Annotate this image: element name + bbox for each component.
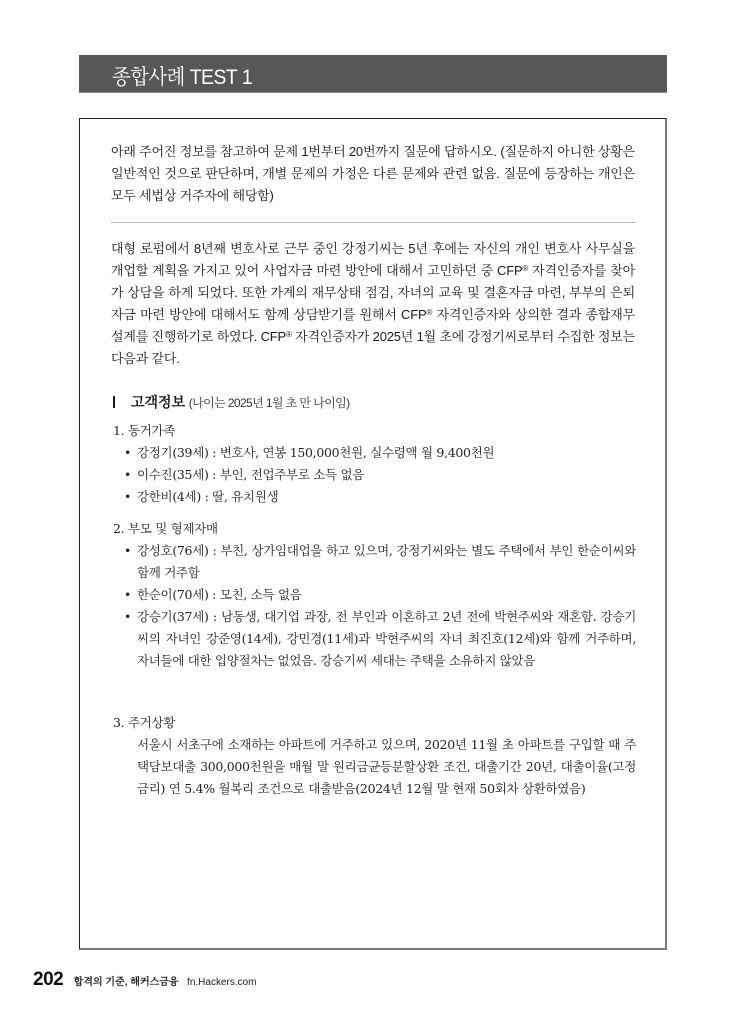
residence-text: 서울시 서초구에 소재하는 아파트에 거주하고 있으며, 2020년 11월 초 아파트를 구입할 때 주택담보대출 300,000천원을 매월 말 원리금균등분할상환 조건, 대출기간 20년, 대출이율(고정금리) 연 5.4% 월복리 조건으로 대출받음(2024년 12월 말 현재 50회차 상환하였음): [137, 737, 636, 796]
list-item: • 강성호(76세) : 부친, 상가임대업을 하고 있으며, 강정기씨와는 별도 주택에서 부인 한순이씨와 함께 거주함: [124, 540, 636, 584]
list-item: • 이수진(35세) : 부인, 전업주부로 소득 없음: [124, 464, 636, 486]
registered-mark: ®: [522, 264, 529, 273]
registered-mark: ®: [286, 330, 292, 339]
section-heading: [113, 392, 350, 412]
scenario-text: 대형 로펌에서 8년째 변호사로 근무 중인 강정기씨는 5년 후에는 자신의 개인 변호사 사무실을 개업할 계획을 가지고 있어 사업자금 마련 방안에 대해서 고민하던 중 CFP® 자격인증자를 찾아가 상담을 하게 되었다. 또한 가계의 재무상태 점검, 자녀의 교육 및 결혼자금 마련, 부부의 은퇴자금 마련 방안에 대해서도 함께 상담받기를 원해서 CFP® 자격인증자와 상의한 결과 종합재무설계를 진행하기로 하였다. CFP® 자격인증자가 2025년 1월 초에 강정기씨로부터 수집한 정보는 다음과 같다.: [111, 241, 635, 366]
list-item: • 강한비(4세) : 딸, 유치원생: [124, 486, 636, 508]
case-content-box: [79, 118, 667, 950]
registered-mark: ®: [426, 308, 433, 317]
list-item: • 한순이(70세) : 모친, 소득 없음: [124, 584, 636, 606]
footer-slogan: 합격의 기준, 해커스금융: [73, 977, 179, 988]
page-footer: [33, 969, 257, 991]
household-list: [124, 442, 636, 508]
title-bar: [79, 55, 667, 93]
instruction-text: 아래 주어진 정보를 참고하여 문제 1번부터 20번까지 질문에 답하시오. (질문하지 아니한 상황은 일반적인 것으로 판단하며, 개별 문제의 가정은 다른 문제와 관련 없음. 질문에 등장하는 개인은 모두 세법상 거주자에 해당함): [111, 144, 635, 203]
footer-url: fn.Hackers.com: [187, 977, 257, 988]
page-title: 종합사례 TEST 1: [112, 66, 253, 89]
section-note: (나이는 2025년 1월 초 만 나이임): [188, 396, 350, 410]
section-title: 고객정보: [131, 394, 186, 410]
divider: [111, 222, 636, 223]
section-marker-icon: [113, 396, 115, 408]
family-list: [124, 540, 636, 672]
list-item: • 강정기(39세) : 변호사, 연봉 150,000천원, 실수령액 월 9,400천원: [124, 442, 636, 464]
item-heading-household: 1. 동거가족: [113, 423, 176, 438]
page-number: 202: [33, 969, 64, 990]
item-heading-family: 2. 부모 및 형제자매: [113, 521, 218, 536]
list-item: • 강승기(37세) : 남동생, 대기업 과장, 전 부인과 이혼하고 2년 전에 박현주씨와 재혼함. 강승기씨의 자녀인 강준영(14세), 강민경(11세)과 박현주씨의 자녀 최진호(12세)와 함께 거주하며, 자녀들에 대한 입양절차는 없었음. 강승기씨 세대는 주택을 소유하지 않았음: [124, 606, 636, 672]
item-heading-residence: 3. 주거상황: [113, 715, 176, 730]
